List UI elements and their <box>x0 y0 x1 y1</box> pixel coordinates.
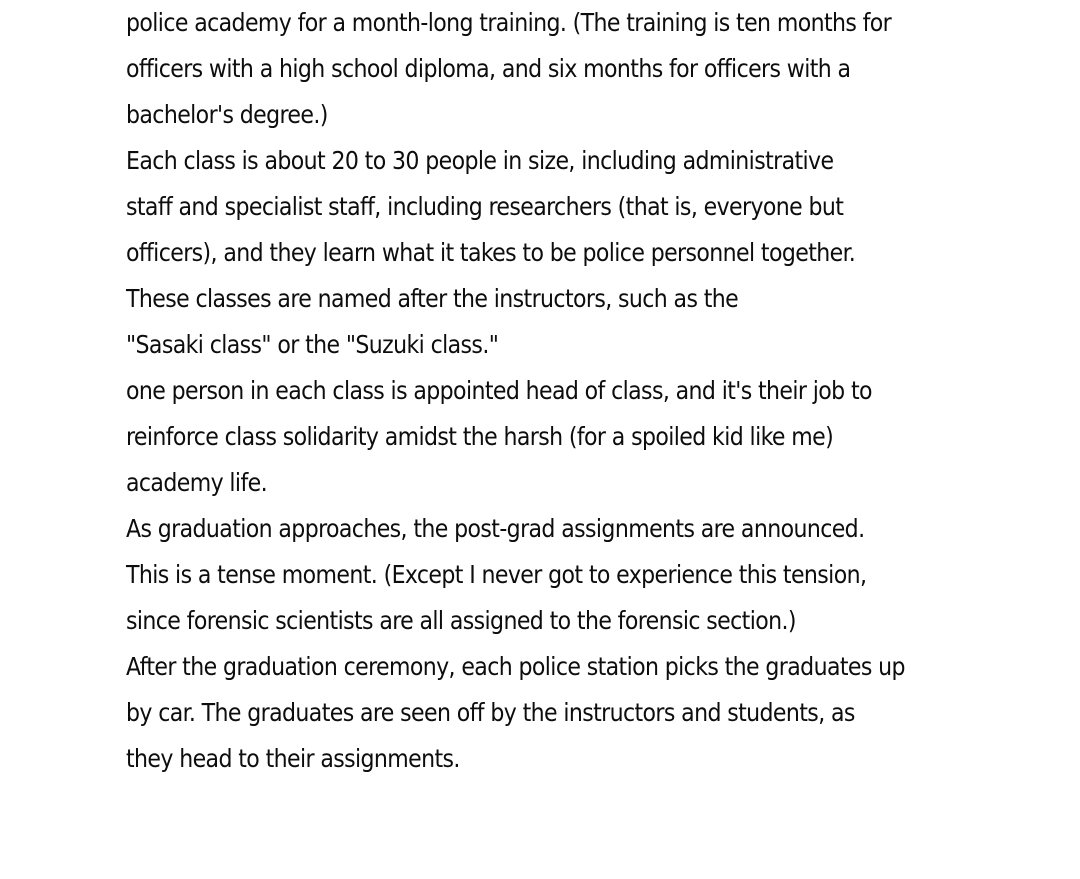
text-line: "Sasaki class" or the "Suzuki class." <box>126 330 499 359</box>
document-page <box>126 0 1026 782</box>
text-line: officers), and they learn what it takes to be police personnel together. <box>126 238 856 267</box>
text-line: officers with a high school diploma, and six months for officers with a <box>126 54 851 83</box>
text-line: staff and specialist staff, including researchers (that is, everyone but <box>126 192 844 221</box>
paragraph-academy-training <box>126 0 1026 138</box>
text-line: Each class is about 20 to 30 people in size, including administrative <box>126 146 834 175</box>
text-line: After the graduation ceremony, each police station picks the graduates up <box>126 652 905 681</box>
text-line: police academy for a month-long training. (The training is ten months for <box>126 8 892 37</box>
text-line: bachelor's degree.) <box>126 100 328 129</box>
text-line: since forensic scientists are all assigned to the forensic section.) <box>126 606 796 635</box>
text-line: reinforce class solidarity amidst the harsh (for a spoiled kid like me) <box>126 422 834 451</box>
paragraph-graduation-ceremony <box>126 644 1026 782</box>
text-line: one person in each class is appointed head of class, and it's their job to <box>126 376 872 405</box>
paragraph-head-of-class <box>126 368 1026 506</box>
text-line: As graduation approaches, the post-grad assignments are announced. <box>126 514 865 543</box>
text-line: they head to their assignments. <box>126 744 460 773</box>
text-line: This is a tense moment. (Except I never got to experience this tension, <box>126 560 867 589</box>
paragraph-class-size <box>126 138 1026 368</box>
text-line: These classes are named after the instructors, such as the <box>126 284 739 313</box>
text-line: academy life. <box>126 468 267 497</box>
text-line: by car. The graduates are seen off by the instructors and students, as <box>126 698 855 727</box>
paragraph-assignments <box>126 506 1026 644</box>
